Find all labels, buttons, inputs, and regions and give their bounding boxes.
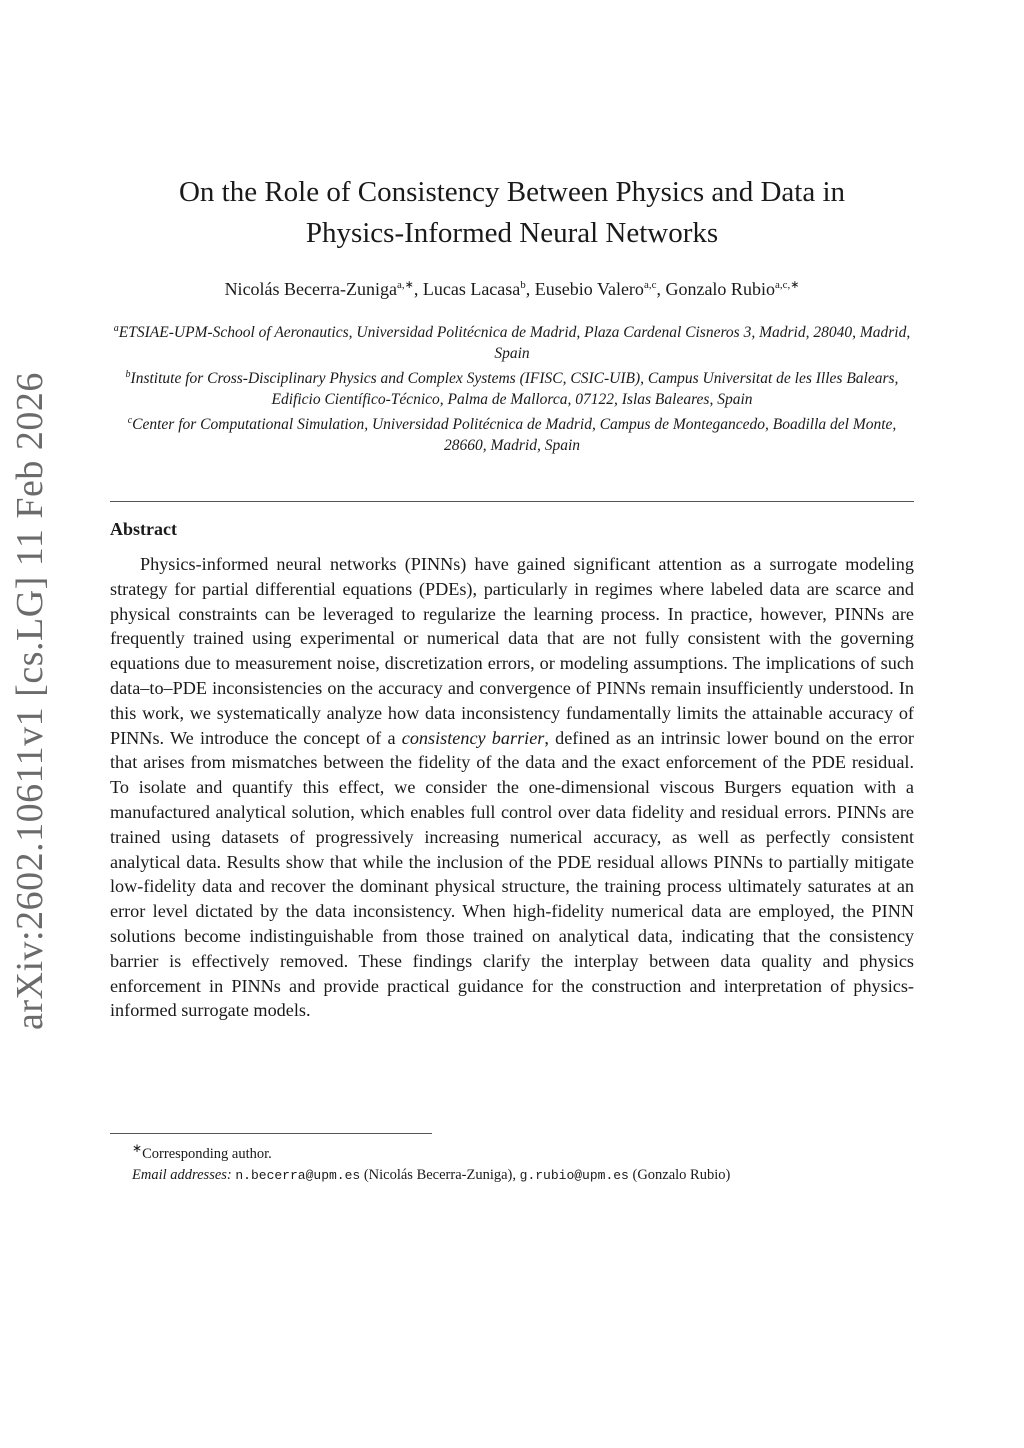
author-name: Lucas Lacasa [422, 279, 521, 299]
email-label: Email addresses: [132, 1166, 232, 1183]
footnote-mark: ∗ [132, 1141, 143, 1155]
abstract-emphasis: consistency barrier [401, 727, 545, 748]
title-line-1: On the Role of Consistency Between Physics and Data in [178, 176, 846, 208]
email-owner-1: (Nicolás Becerra-Zuniga), [363, 1166, 517, 1183]
author-separator: , [656, 279, 666, 299]
email-owner-2: (Gonzalo Rubio) [632, 1166, 731, 1183]
author-list [110, 278, 914, 300]
abstract-text-part-2: , defined as an intrinsic lower bound on the error that arises from mismatches between the fidelity of the data and the exact enforcement of the PDE residual. To isolate and quantify this effect, we consider the one-dimensional viscous Burgers equation with a manufactured analytical solution, which enables full control over data fidelity and residual errors. PINNs are trained using datasets of progressively increasing numerical accuracy, as well as perfectly consistent analytical data. Results show that while the inclusion of the PDE residual allows PINNs to partially mitigate low-fidelity data and recover the dominant physical structure, the training process ultimately saturates at an error level dictated by the data inconsistency. When high-fidelity numerical data are employed, the PINN solutions become indistinguishable from those trained on analytical data, indicating that the consistency barrier is effectively removed. These findings clarify the interplay between data quality and physics enforcement in PINNs and provide practical guidance for the construction and interpretation of physics-informed surrogate models. [110, 727, 914, 1021]
abstract-text-part-1: Physics-informed neural networks (PINNs) have gained significant attention as a surrogate modeling strategy for partial differential equations (PDEs), particularly in regimes where labeled data are scarce and physical constraints can be leveraged to regularize the learning process. In practice, however, PINNs are frequently trained using experimental or numerical data that are not fully consistent with the governing equations due to measurement noise, discretization errors, or modeling assumptions. The implications of such data–to–PDE inconsistencies on the accuracy and convergence of PINNs remain insufficiently understood. In this work, we systematically analyze how data inconsistency fundamentally limits the attainable accuracy of PINNs. We introduce the concept of a [110, 554, 914, 748]
author-affiliation-mark: a,∗ [396, 279, 414, 291]
email-link-1[interactable]: n.becerra@upm.es [235, 1167, 361, 1183]
email-note [110, 1165, 914, 1186]
affiliation-mark: c [127, 415, 133, 427]
affiliation-mark: a [113, 323, 119, 334]
paper-title [110, 172, 914, 254]
affiliation-text: Institute for Cross-Disciplinary Physics and Complex Systems (IFISC, CSIC-UIB), Campus Universitat de les Illes Balears, Edificio Científico-Técnico, Palma de Mallorca, 07122, Islas Baleares, Spain [130, 370, 899, 409]
title-line-2: Physics-Informed Neural Networks [305, 217, 719, 249]
abstract-body [110, 552, 914, 1023]
footnotes [110, 1138, 914, 1186]
affiliation-text: Center for Computational Simulation, Universidad Politécnica de Madrid, Campus de Montegancedo, Boadilla del Monte, 28660, Madrid, Spain [132, 416, 897, 455]
author-affiliation-mark: b [520, 279, 526, 291]
author-affiliation-mark: a,c,∗ [774, 279, 800, 291]
footnote-divider [110, 1133, 432, 1134]
affiliation-b [110, 364, 914, 410]
corresponding-author-text: Corresponding author. [142, 1145, 272, 1162]
affiliation-mark: b [125, 369, 131, 381]
affiliation-text: ETSIAE-UPM-School of Aeronautics, Universidad Politécnica de Madrid, Plaza Cardenal Cisneros 3, Madrid, 28040, Madrid, Spain [118, 324, 911, 363]
author-separator: , [525, 279, 535, 299]
author-name: Eusebio Valero [534, 279, 644, 299]
corresponding-author-note [110, 1138, 914, 1165]
abstract-heading: Abstract [110, 519, 177, 539]
email-link-2[interactable]: g.rubio@upm.es [519, 1167, 629, 1183]
affiliation-list [110, 318, 914, 456]
header-divider [110, 501, 914, 502]
arxiv-identifier: arXiv:2602.10611v1 [cs.LG] 11 Feb 2026 [9, 372, 51, 1030]
author-affiliation-mark: a,c [643, 279, 657, 291]
author-name: Gonzalo Rubio [665, 279, 775, 299]
affiliation-c [110, 410, 914, 456]
author-name: Nicolás Becerra-Zuniga [224, 279, 397, 299]
affiliation-a [110, 318, 914, 364]
author-separator: , [413, 279, 423, 299]
